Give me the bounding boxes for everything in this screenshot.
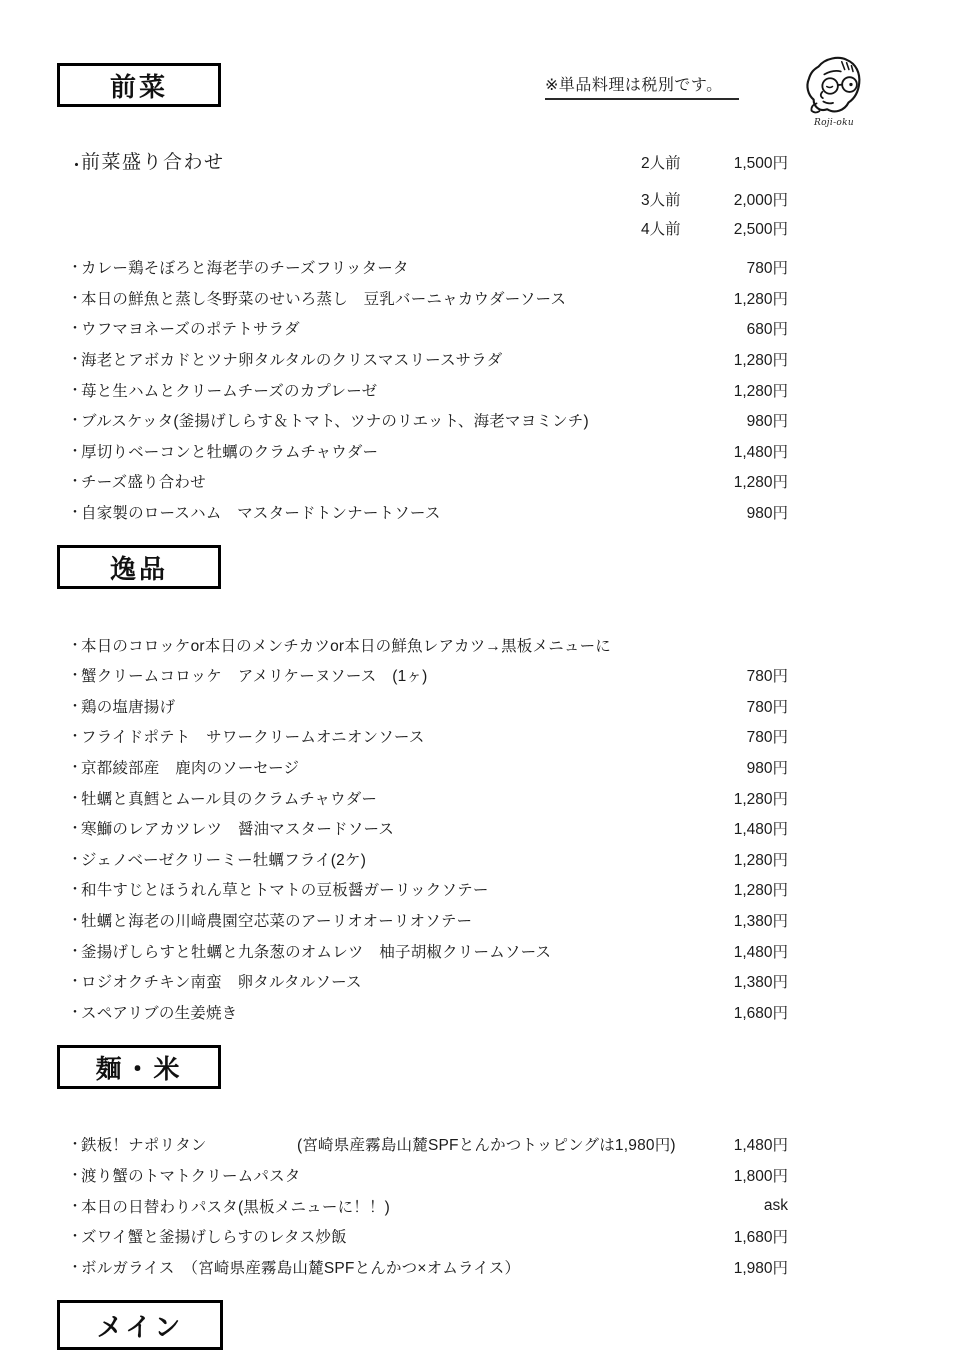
menu-item-name: 厚切りベーコンと牡蠣のクラムチャウダー (81, 443, 379, 461)
menu-item-name: ウフマヨネーズのポテトサラダ (81, 321, 300, 339)
menu-item-name: チーズ盛り合わせ (81, 474, 206, 492)
menu-item-row (68, 752, 788, 783)
menu-item-row (68, 1190, 788, 1221)
menu-item-name: ボルガライス （宮崎県産霧島山麓SPFとんかつ×オムライス） (81, 1259, 521, 1277)
menu-section (57, 1045, 790, 1282)
serving-options (641, 147, 788, 242)
menu-item-name: 蟹クリームコロッケ アメリケーヌソース (1ヶ) (81, 668, 428, 686)
menu-item-name: 渡り蟹のトマトクリームパスタ (81, 1167, 301, 1185)
menu-item-name: ジェノベーゼクリーミー牡蠣フライ(2ケ) (81, 851, 367, 869)
bullet-icon: ・ (68, 1166, 82, 1183)
menu-item-row (68, 721, 788, 752)
menu-item-name: フライドポテト サワークリームオニオンソース (81, 729, 425, 747)
bullet-icon: ・ (68, 1003, 82, 1020)
restaurant-logo (793, 54, 875, 128)
bullet-icon: ・ (68, 1136, 82, 1153)
menu-item-price: 980円 (746, 505, 788, 523)
serving-option-row (641, 147, 788, 176)
serving-size: 2人前 (641, 154, 681, 172)
menu-item-price: 1,280円 (733, 474, 788, 492)
section-body (57, 629, 790, 1027)
menu-item-price: 1,380円 (733, 974, 788, 992)
bullet-icon: ・ (68, 156, 85, 175)
menu-item-row (68, 252, 788, 283)
menu-item-row (68, 1129, 788, 1160)
menu-item-price: 780円 (746, 698, 788, 716)
section-header (57, 63, 221, 107)
bullet-icon: ・ (68, 636, 82, 653)
menu-item-price: 680円 (746, 321, 788, 339)
menu-item-row (68, 466, 788, 497)
serving-size: 3人前 (641, 191, 681, 209)
menu-item-row (68, 844, 788, 875)
menu-item-name: 牡蠣と海老の川﨑農園空芯菜のアーリオオーリオソテー (81, 912, 473, 930)
menu-item-price: 1,280円 (733, 382, 788, 400)
menu-item-row (68, 344, 788, 375)
serving-price: 2,500円 (733, 220, 788, 238)
section-body (57, 147, 790, 527)
bullet-icon: ・ (68, 442, 82, 459)
menu-item-name: 苺と生ハムとクリームチーズのカプレーゼ (81, 382, 378, 400)
bullet-icon: ・ (68, 351, 82, 368)
item-list (57, 629, 790, 1027)
featured-item-row (57, 147, 790, 242)
menu-item-name: 鉄板！ナポリタン (81, 1137, 207, 1155)
menu-section (57, 63, 790, 527)
menu-item-name: 本日のコロッケor本日のメンチカツor本日の鮮魚レアカツ→黒板メニューに (81, 637, 611, 655)
menu-item-price: 780円 (746, 729, 788, 747)
item-list (57, 252, 790, 527)
menu-item-row (68, 283, 788, 314)
menu-item-name: 牡蠣と真鱈とムール貝のクラムチャウダー (81, 790, 378, 808)
serving-option-row (641, 213, 788, 242)
menu-item-name: ズワイ蟹と釜揚げしらすのレタス炒飯 (81, 1229, 347, 1247)
menu-item-row (68, 782, 788, 813)
menu-item-price: 1,480円 (733, 1137, 788, 1155)
menu-item-row (68, 1251, 788, 1282)
menu-item-row (68, 629, 788, 660)
menu-item-row (68, 996, 788, 1027)
section-title: 麺・米 (95, 1053, 183, 1084)
menu-item-row (68, 1221, 788, 1252)
bullet-icon: ・ (68, 1197, 82, 1214)
bullet-icon: ・ (68, 1228, 82, 1245)
menu-item-row (68, 497, 788, 528)
menu-item-name: 自家製のロースハム マスタードトンナートソース (81, 505, 441, 523)
menu-item-row (68, 1160, 788, 1191)
menu-item-name: スペアリブの生姜焼き (81, 1004, 238, 1022)
bullet-icon: ・ (68, 973, 82, 990)
sections (57, 63, 790, 1355)
bullet-icon: ・ (68, 473, 82, 490)
menu-item-row (68, 313, 788, 344)
bullet-icon: ・ (68, 381, 82, 398)
section-title: 前菜 (109, 71, 168, 102)
menu-item-row (68, 935, 788, 966)
menu-item-price: 1,480円 (733, 443, 788, 461)
serving-size: 4人前 (641, 220, 681, 238)
menu-section (57, 1300, 790, 1350)
menu-item-name: 釜揚げしらすと牡蠣と九条葱のオムレツ 柚子胡椒クリームソース (81, 943, 552, 961)
menu-item-name: 京都綾部産 鹿肉のソーセージ (81, 760, 300, 778)
serving-option-row (641, 184, 788, 213)
bullet-icon: ・ (68, 789, 82, 806)
section-header (57, 1300, 223, 1350)
bullet-icon: ・ (68, 881, 82, 898)
bullet-icon: ・ (68, 259, 82, 276)
menu-item-price: 1,280円 (733, 352, 788, 370)
item-list (57, 1129, 790, 1282)
bullet-icon: ・ (68, 728, 82, 745)
menu-item-name: 海老とアボカドとツナ卵タルタルのクリスマスリースサラダ (81, 352, 503, 370)
tax-note: ※単品料理は税別です。 (545, 72, 739, 100)
section-title: 逸品 (109, 553, 168, 584)
menu-item-price: 780円 (746, 260, 788, 278)
menu-item-row (68, 905, 788, 936)
bullet-icon: ・ (68, 759, 82, 776)
menu-item-row (68, 436, 788, 467)
section-title: メイン (96, 1311, 184, 1342)
section-header (57, 1045, 221, 1089)
menu-item-price: 1,280円 (733, 882, 788, 900)
mascot-face-icon (796, 54, 872, 118)
menu-item-row (68, 874, 788, 905)
menu-item-name: 本日の鮮魚と蒸し冬野菜のせいろ蒸し 豆乳バーニャカウダーソース (81, 290, 567, 308)
menu-item-price: 1,280円 (733, 851, 788, 869)
bullet-icon: ・ (68, 911, 82, 928)
serving-price: 2,000円 (733, 191, 788, 209)
menu-item-name: ロジオクチキン南蛮 卵タルタルソース (81, 974, 362, 992)
bullet-icon: ・ (68, 289, 82, 306)
menu-item-name: 寒鰤のレアカツレツ 醤油マスタードソース (81, 821, 395, 839)
bullet-icon: ・ (68, 1258, 82, 1275)
bullet-icon: ・ (68, 820, 82, 837)
menu-item-name: 本日の日替わりパスタ(黒板メニューに！！) (81, 1198, 391, 1216)
menu-item-row (68, 966, 788, 997)
featured-item-name: 前菜盛り合わせ (81, 152, 225, 173)
menu-item-price: 1,980円 (733, 1259, 788, 1277)
bullet-icon: ・ (68, 412, 82, 429)
bullet-icon: ・ (68, 667, 82, 684)
menu-item-price: 1,480円 (733, 943, 788, 961)
menu-item-name: 和牛すじとほうれん草とトマトの豆板醤ガーリックソテー (81, 882, 489, 900)
menu-item-row (68, 813, 788, 844)
menu-item-name: カレー鶏そぼろと海老芋のチーズフリッタータ (81, 260, 409, 278)
menu-item-row (68, 405, 788, 436)
menu-item-row (68, 691, 788, 722)
menu-item-price: 1,480円 (733, 821, 788, 839)
menu-item-note: (宮崎県産霧島山麓SPFとんかつトッピングは1,980円) (297, 1137, 676, 1155)
serving-price: 1,500円 (733, 154, 788, 172)
menu-item-name: 鶏の塩唐揚げ (81, 698, 176, 716)
bullet-icon: ・ (68, 850, 82, 867)
menu-item-price: 980円 (746, 413, 788, 431)
menu-item-row (68, 374, 788, 405)
bullet-icon: ・ (68, 942, 82, 959)
logo-caption: Roji-oku (814, 118, 854, 128)
menu-item-price: 1,680円 (733, 1229, 788, 1247)
menu-item-row (68, 660, 788, 691)
menu-item-price: ask (763, 1196, 788, 1214)
section-body (57, 1129, 790, 1282)
bullet-icon: ・ (68, 697, 82, 714)
menu-item-price: 1,800円 (733, 1167, 788, 1185)
bullet-icon: ・ (68, 504, 82, 521)
menu-item-price: 1,380円 (733, 912, 788, 930)
menu-item-price: 1,680円 (733, 1004, 788, 1022)
bullet-icon: ・ (68, 320, 82, 337)
menu-item-name: ブルスケッタ(釜揚げしらす＆トマト、ツナのリエット、海老マヨミンチ) (81, 413, 589, 431)
menu-item-price: 980円 (746, 760, 788, 778)
section-header (57, 545, 221, 589)
menu-item-price: 780円 (746, 668, 788, 686)
menu-section (57, 545, 790, 1027)
menu-item-price: 1,280円 (733, 790, 788, 808)
menu-item-price: 1,280円 (733, 290, 788, 308)
